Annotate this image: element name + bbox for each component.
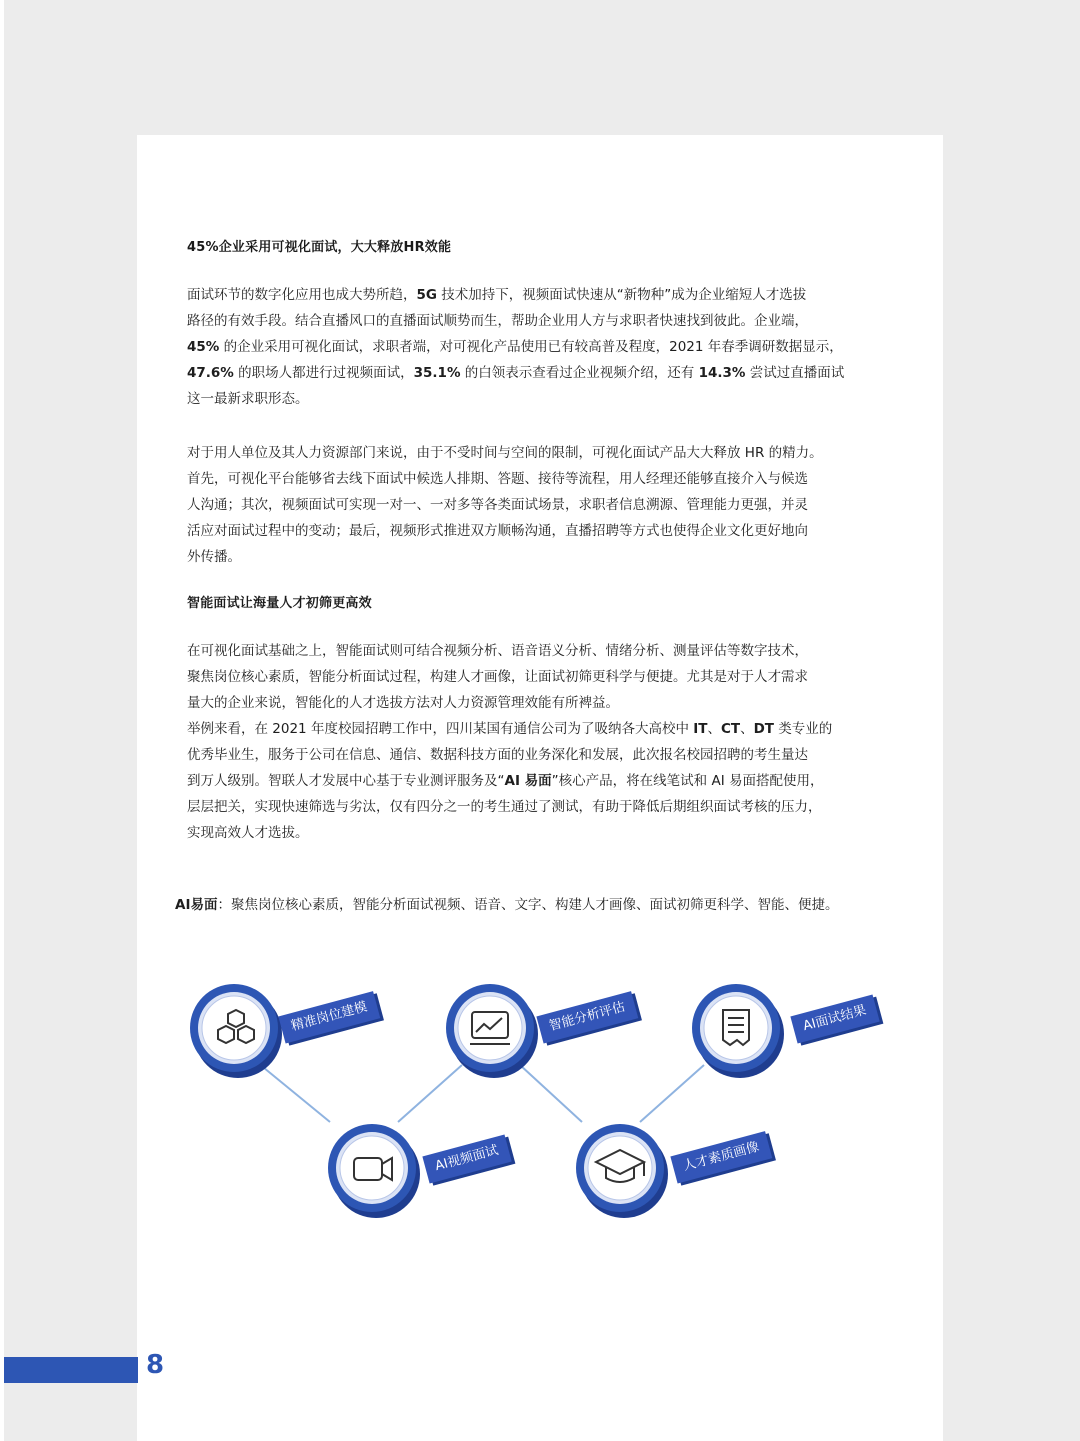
- graduation-cap-icon: [574, 1120, 674, 1220]
- text-run: 技术加持下，视频面试快速从“新物种”成为企业缩短人才选拔: [436, 287, 807, 303]
- page-edge: [0, 0, 4, 1441]
- paragraph-line: [187, 440, 887, 466]
- text-run: 的职场人都进行过视频面试，: [233, 365, 414, 381]
- text-run: 量大的企业来说，智能化的人才选拔方法对人力资源管理效能有所裨益。: [187, 695, 619, 711]
- node-label-modeling: 精准岗位建模: [278, 991, 380, 1043]
- text-run: 的白领表示查看过企业视频介绍，还有: [460, 365, 699, 381]
- node-label-portrait: 人才素质画像: [670, 1131, 772, 1183]
- node-label-result: AI面试结果: [790, 995, 879, 1044]
- caption-text: ：聚焦岗位核心素质，智能分析面试视频、语音、文字、构建人才画像、面试初筛更科学、智能、便捷。: [217, 897, 839, 913]
- text-run: 在可视化面试基础之上，智能面试则可结合视频分析、语音语义分析、情绪分析、测量评估等数字技术，: [187, 643, 808, 659]
- paragraph-2: [187, 440, 887, 570]
- paragraph-1: [187, 282, 887, 412]
- text-run: 的企业采用可视化面试，求职者端，对可视化产品使用已有较高普及程度，2021 年春季调研数据显示，: [219, 339, 843, 355]
- paragraph-line: [187, 638, 887, 664]
- emphasis-text: IT: [693, 721, 708, 737]
- paragraph-line: [187, 716, 887, 742]
- text-run: 类专业的: [774, 721, 833, 737]
- text-run: 外传播。: [187, 549, 241, 565]
- hexagon-cluster-icon: [188, 980, 288, 1080]
- text-run: 到万人级别。智联人才发展中心基于专业测评服务及“: [187, 773, 505, 789]
- caption-label: AI易面: [175, 897, 218, 913]
- paragraph-line: [187, 768, 887, 794]
- emphasis-text: CT: [720, 721, 741, 737]
- text-run: 尝试过直播面试: [745, 365, 845, 381]
- text-run: 优秀毕业生，服务于公司在信息、通信、数据科技方面的业务深化和发展，此次报名校园招聘的考生量达: [187, 747, 808, 763]
- paragraph-line: [187, 544, 887, 570]
- paragraph-line: [187, 794, 887, 820]
- paragraph-3: [187, 638, 887, 846]
- text-run: 面试环节的数字化应用也成大势所趋，: [187, 287, 417, 303]
- text-run: 聚焦岗位核心素质，智能分析面试过程，构建人才画像，让面试初筛更科学与便捷。尤其是对于人才需求: [187, 669, 808, 685]
- paragraph-line: [187, 334, 887, 360]
- text-run: 这一最新求职形态。: [187, 391, 309, 407]
- text-run: 、: [740, 721, 754, 737]
- text-run: 层层把关，实现快速筛选与劣汰，仅有四分之一的考生通过了测试，有助于降低后期组织面试考核的压力，: [187, 799, 822, 815]
- text-run: 首先，可视化平台能够省去线下面试中候选人排期、答题、接待等流程，用人经理还能够直接介入与候选: [187, 471, 808, 487]
- emphasis-text: AI 易面: [504, 773, 552, 789]
- diagram-node-video: [326, 1120, 426, 1220]
- text-run: 活应对面试过程中的变动；最后，视频形式推进双方顺畅沟通，直播招聘等方式也使得企业文化更好地向: [187, 523, 808, 539]
- text-run: ”核心产品，将在线笔试和 AI 易面搭配使用，: [551, 773, 824, 789]
- diagram-node-modeling: [188, 980, 288, 1080]
- text-run: 、: [707, 721, 721, 737]
- paragraph-line: [187, 386, 887, 412]
- paragraph-line: [187, 690, 887, 716]
- paragraph-line: [187, 518, 887, 544]
- document-icon: [690, 980, 790, 1080]
- diagram-node-analysis: [444, 980, 544, 1080]
- node-label-analysis: 智能分析评估: [536, 991, 638, 1043]
- diagram-node-result: [690, 980, 790, 1080]
- figure-caption: [175, 893, 838, 913]
- section-heading-2: 智能面试让海量人才初筛更高效: [187, 596, 372, 611]
- text-run: 人沟通；其次，视频面试可实现一对一、一对多等各类面试场景，求职者信息溯源、管理能力更强，并灵: [187, 497, 808, 513]
- paragraph-line: [187, 360, 887, 386]
- node-label-video: AI视频面试: [422, 1135, 511, 1184]
- paragraph-line: [187, 664, 887, 690]
- diagram-node-portrait: [574, 1120, 674, 1220]
- page-number: 8: [146, 1350, 165, 1380]
- trend-chart-icon: [444, 980, 544, 1080]
- text-run: 对于用人单位及其人力资源部门来说，由于不受时间与空间的限制，可视化面试产品大大释放 HR 的精力。: [187, 445, 823, 461]
- paragraph-line: [187, 308, 887, 334]
- paragraph-line: [187, 742, 887, 768]
- text-run: 路径的有效手段。结合直播风口的直播面试顺势而生，帮助企业用人方与求职者快速找到彼此。企业端，: [187, 313, 808, 329]
- emphasis-text: 47.6%: [187, 365, 234, 381]
- paragraph-line: [187, 466, 887, 492]
- text-run: 举例来看，在 2021 年度校园招聘工作中，四川某国有通信公司为了吸纳各大高校中: [187, 721, 694, 737]
- emphasis-text: 5G: [416, 287, 437, 303]
- emphasis-text: DT: [753, 721, 775, 737]
- emphasis-text: 14.3%: [698, 365, 746, 381]
- footer-accent-bar: [4, 1357, 138, 1383]
- paragraph-line: [187, 492, 887, 518]
- section-heading-1: 45%企业采用可视化面试，大大释放HR效能: [187, 240, 452, 255]
- emphasis-text: 45%: [187, 339, 220, 355]
- paragraph-line: [187, 282, 887, 308]
- video-camera-icon: [326, 1120, 426, 1220]
- process-diagram: [170, 960, 930, 1220]
- text-run: 实现高效人才选拔。: [187, 825, 309, 841]
- emphasis-text: 35.1%: [413, 365, 461, 381]
- paragraph-line: [187, 820, 887, 846]
